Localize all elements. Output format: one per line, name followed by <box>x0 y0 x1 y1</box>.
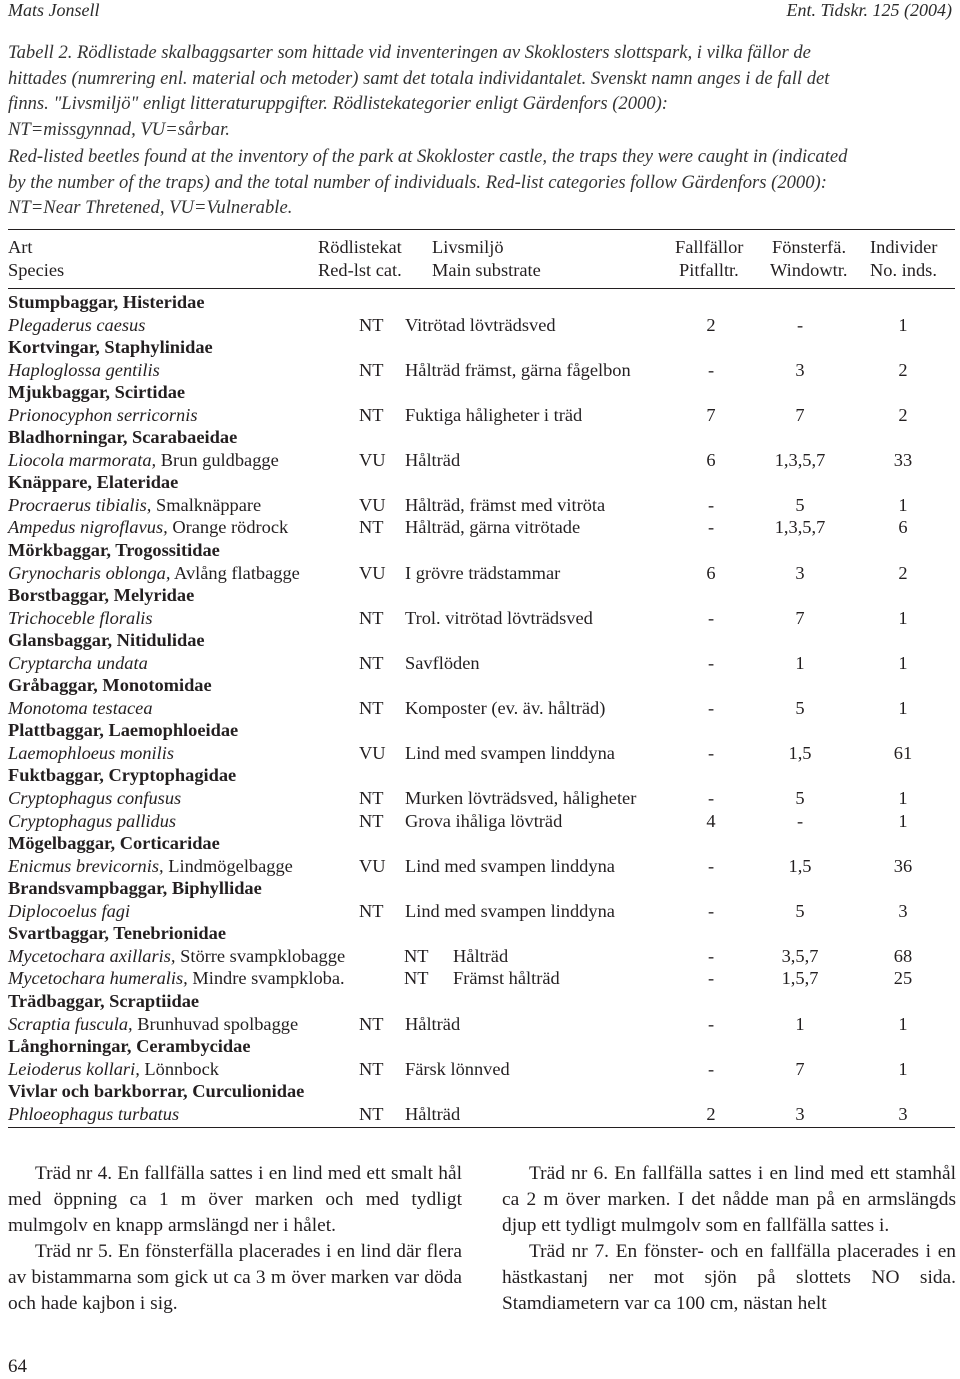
species-cell <box>8 787 181 810</box>
species-row <box>0 516 960 539</box>
individual-count: 3 <box>898 900 908 921</box>
redlist-category: NT <box>359 517 384 538</box>
family-row <box>0 629 960 652</box>
pitfall-traps: - <box>707 742 715 763</box>
main-substrate: Trol. vitrötad lövträdsved <box>405 607 593 628</box>
window-traps: 1,5,7 <box>781 968 819 989</box>
family-name: Trädbaggar, Scraptiidae <box>8 990 200 1011</box>
main-substrate: Hålträd <box>453 945 509 966</box>
scientific-name: Ampedus nigroflavus, <box>8 517 168 538</box>
family-row <box>0 832 960 855</box>
species-row <box>0 652 960 675</box>
main-substrate: Lind med svampen linddyna <box>405 900 615 921</box>
main-substrate: Murken lövträdsved, håligheter <box>405 788 637 809</box>
species-cell <box>8 494 261 517</box>
pitfall-traps: 6 <box>706 449 716 470</box>
redlist-category: NT <box>359 404 384 425</box>
species-row <box>0 494 960 517</box>
redlist-category: NT <box>359 788 384 809</box>
caption-line: NT=Near Thretened, VU=Vulnerable. <box>8 197 293 219</box>
header-substrate-en: Main substrate <box>432 260 541 280</box>
family-name: Plattbaggar, Laemophloeidae <box>8 720 239 741</box>
caption-line: Tabell 2. Rödlistade skalbaggsarter som hittade vid inventeringen av Skoklosters slottspark, i vilka fällor de <box>8 42 811 63</box>
caption-line: by the number of the traps) and the total number of individuals. Red-list categories follow Gärdenfors (2000): <box>8 171 827 193</box>
scientific-name: Grynocharis oblonga, <box>8 562 171 583</box>
scientific-name: Mycetochara axillaris, <box>8 945 176 966</box>
redlist-category: NT <box>359 652 384 673</box>
pitfall-traps: - <box>707 1058 715 1079</box>
species-row <box>0 742 960 765</box>
redlist-category: VU <box>359 855 386 876</box>
pitfall-traps: - <box>707 1013 715 1034</box>
redlist-category: NT <box>359 314 384 335</box>
main-substrate: Lind med svampen linddyna <box>405 855 615 876</box>
table-bottom-rule <box>8 1127 955 1128</box>
table-header <box>0 236 960 286</box>
scientific-name: Plegaderus caesus <box>8 314 146 335</box>
family-row <box>0 471 960 494</box>
family-row <box>0 764 960 787</box>
individual-count: 2 <box>898 562 908 583</box>
window-traps: 1 <box>795 1013 805 1034</box>
redlist-category: VU <box>359 494 386 515</box>
scientific-name: Diplocoelus fagi <box>8 900 131 921</box>
redlist-category: NT <box>359 697 384 718</box>
body-paragraph: Träd nr 7. En fönster- och en fallfälla placerades i en hästkastanj ner mot sjön på slottets NO sida. Stamdiametern var ca 100 cm, nästan helt <box>502 1240 956 1314</box>
species-row <box>0 607 960 630</box>
pitfall-traps: - <box>707 517 715 538</box>
running-header <box>8 0 952 26</box>
individual-count: 1 <box>898 652 908 673</box>
redlist-category: NT <box>359 1103 384 1124</box>
family-row <box>0 584 960 607</box>
page-number: 64 <box>8 1356 27 1377</box>
redlist-category: VU <box>359 742 386 763</box>
header-window-en: Windowtr. <box>770 260 848 280</box>
window-traps: 1 <box>795 652 805 673</box>
scientific-name: Trichoceble floralis <box>8 607 153 628</box>
family-row <box>0 381 960 404</box>
pitfall-traps: 2 <box>706 314 716 335</box>
redlist-category: NT <box>359 900 384 921</box>
pitfall-traps: - <box>707 652 715 673</box>
window-traps: 3 <box>795 562 805 583</box>
family-row <box>0 990 960 1013</box>
main-substrate: Lind med svampen linddyna <box>405 742 615 763</box>
main-substrate: Hålträd <box>405 1013 461 1034</box>
window-traps: 1,3,5,7 <box>774 517 826 538</box>
species-cell <box>8 945 345 968</box>
header-window-sv: Fönsterfä. <box>772 237 847 257</box>
family-name: Borstbaggar, Melyridae <box>8 585 195 606</box>
main-substrate: Hålträd, gärna vitrötade <box>405 517 581 538</box>
pitfall-traps: - <box>707 855 715 876</box>
species-cell <box>8 652 148 675</box>
redlist-category: NT <box>359 1058 384 1079</box>
individual-count: 1 <box>898 1058 908 1079</box>
species-cell <box>8 810 176 833</box>
header-pitfall-en: Pitfalltr. <box>679 260 739 280</box>
species-row <box>0 697 960 720</box>
scientific-name: Monotoma testacea <box>8 697 153 718</box>
species-row <box>0 359 960 382</box>
species-cell <box>8 742 174 765</box>
family-name: Vivlar och barkborrar, Curculionidae <box>8 1081 305 1102</box>
pitfall-traps: - <box>707 945 715 966</box>
species-cell <box>8 1103 179 1126</box>
scientific-name: Prionocyphon serricornis <box>8 404 198 425</box>
pitfall-traps: - <box>707 494 715 515</box>
pitfall-traps: 4 <box>706 810 716 831</box>
window-traps: 5 <box>795 697 805 718</box>
common-name: Lindmögelbagge <box>168 855 293 876</box>
species-cell <box>8 449 279 472</box>
body-column-right <box>502 1161 956 1316</box>
species-cell <box>8 562 300 585</box>
window-traps: 7 <box>795 1058 805 1079</box>
family-name: Glansbaggar, Nitidulidae <box>8 630 205 651</box>
individual-count: 1 <box>898 607 908 628</box>
main-substrate: Vitrötad lövträdsved <box>405 314 556 335</box>
main-substrate: Främst hålträd <box>453 968 560 989</box>
scientific-name: Haploglossa gentilis <box>8 359 160 380</box>
window-traps: 1,5 <box>788 855 812 876</box>
species-row <box>0 1013 960 1036</box>
family-row <box>0 336 960 359</box>
individual-count: 61 <box>893 742 913 763</box>
journal-citation: Ent. Tidskr. 125 (2004) <box>786 0 952 20</box>
table-body <box>0 291 960 1125</box>
body-column-left <box>8 1161 462 1316</box>
body-paragraph: Träd nr 6. En fallfälla sattes i en lind med ett stamhål ca 2 m över marken. I det nådde man på en armslängds djup ett tydligt mulmgolv som en fallfälla sattes i. <box>502 1163 956 1236</box>
species-row <box>0 900 960 923</box>
pitfall-traps: 7 <box>706 404 716 425</box>
individual-count: 1 <box>898 810 908 831</box>
species-cell <box>8 1013 298 1036</box>
scientific-name: Procraerus tibialis, <box>8 494 152 515</box>
family-name: Fuktbaggar, Cryptophagidae <box>8 765 237 786</box>
window-traps: 3,5,7 <box>781 945 819 966</box>
scientific-name: Liocola marmorata, <box>8 449 157 470</box>
species-row <box>0 1103 960 1126</box>
species-row <box>0 945 960 968</box>
redlist-category: NT <box>359 810 384 831</box>
family-name: Bladhorningar, Scarabaeidae <box>8 427 238 448</box>
window-traps: 7 <box>795 607 805 628</box>
table-header-rule <box>8 288 955 289</box>
header-species: Species <box>8 260 65 280</box>
species-cell <box>8 967 345 990</box>
individual-count: 68 <box>893 945 913 966</box>
redlist-category: NT <box>404 945 429 966</box>
header-individuals-en: No. inds. <box>870 260 937 280</box>
family-row <box>0 1080 960 1103</box>
species-row <box>0 404 960 427</box>
scientific-name: Cryptophagus pallidus <box>8 810 177 831</box>
window-traps: 5 <box>795 900 805 921</box>
main-substrate: Hålträd främst, gärna fågelbon <box>405 359 631 380</box>
pitfall-traps: - <box>707 788 715 809</box>
family-row <box>0 922 960 945</box>
species-cell <box>8 607 153 630</box>
family-name: Svartbaggar, Tenebrionidae <box>8 923 227 944</box>
species-cell <box>8 1058 219 1081</box>
individual-count: 2 <box>898 404 908 425</box>
table-caption-english <box>8 144 954 221</box>
common-name: Större svampklobagge <box>180 945 346 966</box>
pitfall-traps: - <box>707 359 715 380</box>
species-cell <box>8 900 130 923</box>
species-cell <box>8 314 145 337</box>
caption-line: hittades (numrering enl. material och metoder) samt det totala individantalet. Svenskt namn anges i de fall det <box>8 67 830 89</box>
body-paragraph: Träd nr 4. En fallfälla sattes i en lind med ett smalt hål med öppning ca 1 m över marken och med tydligt mulmgolv en knapp armslängd ner i hålet. <box>8 1163 462 1236</box>
redlist-category: NT <box>404 968 429 989</box>
header-redlist-en: Red-lst cat. <box>318 260 402 280</box>
family-name: Mörkbaggar, Trogossitidae <box>8 540 220 561</box>
main-substrate: Hålträd, främst med vitröta <box>405 494 606 515</box>
family-row <box>0 539 960 562</box>
body-paragraph: Träd nr 5. En fönsterfälla placerades i en lind där flera av bistammarna som gick ut ca 3 m över marken var döda och hade kajbon i sig. <box>8 1240 462 1314</box>
common-name: Smalknäppare <box>156 494 262 515</box>
table-top-rule <box>8 229 955 230</box>
common-name: Avlång flatbagge <box>174 562 300 583</box>
individual-count: 25 <box>893 968 913 989</box>
individual-count: 1 <box>898 697 908 718</box>
family-name: Mjukbaggar, Scirtidae <box>8 382 186 403</box>
redlist-category: NT <box>359 359 384 380</box>
family-row <box>0 877 960 900</box>
header-art: Art <box>8 237 33 257</box>
pitfall-traps: - <box>707 900 715 921</box>
individual-count: 1 <box>898 494 908 515</box>
family-name: Brandsvampbaggar, Biphyllidae <box>8 878 262 899</box>
family-name: Gråbaggar, Monotomidae <box>8 675 212 696</box>
window-traps: 1,5 <box>788 742 812 763</box>
individual-count: 1 <box>898 1013 908 1034</box>
species-row <box>0 562 960 585</box>
caption-line: NT=missgynnad, VU=sårbar. <box>8 119 230 141</box>
scientific-name: Laemophloeus monilis <box>8 742 175 763</box>
pitfall-traps: - <box>707 697 715 718</box>
species-row <box>0 314 960 337</box>
family-row <box>0 674 960 697</box>
redlist-category: VU <box>359 562 386 583</box>
scientific-name: Mycetochara humeralis, <box>8 968 188 989</box>
header-substrate-sv: Livsmiljö <box>432 237 504 257</box>
species-row <box>0 449 960 472</box>
caption-line: finns. "Livsmiljö" enligt litteraturuppgifter. Rödlistekategorier enligt Gärdenfors (2000): <box>8 93 668 115</box>
window-traps: 1,3,5,7 <box>774 449 826 470</box>
individual-count: 6 <box>898 517 908 538</box>
header-redlist-sv: Rödlistekat <box>318 237 402 257</box>
table-caption-swedish <box>8 40 954 143</box>
individual-count: 33 <box>893 449 913 470</box>
species-row <box>0 810 960 833</box>
species-row <box>0 967 960 990</box>
window-traps: 3 <box>795 359 805 380</box>
redlist-category: NT <box>359 607 384 628</box>
family-name: Kortvingar, Staphylinidae <box>8 337 213 358</box>
family-row <box>0 719 960 742</box>
individual-count: 1 <box>898 788 908 809</box>
window-traps: 5 <box>795 494 805 515</box>
species-cell <box>8 359 160 382</box>
main-substrate: Hålträd <box>405 449 461 470</box>
window-traps: 7 <box>795 404 805 425</box>
family-row <box>0 1035 960 1058</box>
species-row <box>0 787 960 810</box>
header-individuals-sv: Individer <box>870 237 938 257</box>
family-row <box>0 291 960 314</box>
main-substrate: Savflöden <box>405 652 480 673</box>
pitfall-traps: 2 <box>706 1103 716 1124</box>
family-name: Stumpbaggar, Histeridae <box>8 292 205 312</box>
main-substrate: I grövre trädstammar <box>405 562 561 583</box>
individual-count: 36 <box>893 855 913 876</box>
common-name: Brun guldbagge <box>160 449 279 470</box>
species-row <box>0 855 960 878</box>
common-name: Lönnbock <box>144 1058 219 1079</box>
scientific-name: Cryptarcha undata <box>8 652 148 673</box>
main-substrate: Färsk lönnved <box>405 1058 510 1079</box>
family-name: Knäppare, Elateridae <box>8 472 179 493</box>
main-substrate: Fuktiga håligheter i träd <box>405 404 583 425</box>
window-traps: - <box>796 314 804 335</box>
redlist-category: NT <box>359 1013 384 1034</box>
pitfall-traps: 6 <box>706 562 716 583</box>
common-name: Brunhuvad spolbagge <box>137 1013 299 1034</box>
window-traps: 5 <box>795 788 805 809</box>
main-substrate: Grova ihåliga lövträd <box>405 810 563 831</box>
individual-count: 2 <box>898 359 908 380</box>
scientific-name: Cryptophagus confusus <box>8 788 182 809</box>
window-traps: - <box>796 810 804 831</box>
scientific-name: Scraptia fuscula, <box>8 1013 133 1034</box>
species-cell <box>8 516 288 539</box>
family-name: Mögelbaggar, Corticaridae <box>8 833 220 854</box>
species-cell <box>8 404 198 427</box>
common-name: Orange rödrock <box>172 517 289 538</box>
common-name: Mindre svampkloba. <box>192 968 345 989</box>
author-name: Mats Jonsell <box>8 0 100 20</box>
main-substrate: Komposter (ev. äv. hålträd) <box>405 697 606 718</box>
family-name: Långhorningar, Cerambycidae <box>8 1036 251 1057</box>
scientific-name: Phloeophagus turbatus <box>8 1103 180 1124</box>
family-row <box>0 426 960 449</box>
species-row <box>0 1058 960 1081</box>
scientific-name: Enicmus brevicornis, <box>8 855 164 876</box>
pitfall-traps: - <box>707 968 715 989</box>
scientific-name: Leioderus kollari, <box>8 1058 140 1079</box>
main-substrate: Hålträd <box>405 1103 461 1124</box>
pitfall-traps: - <box>707 607 715 628</box>
caption-line: Red-listed beetles found at the inventory of the park at Skokloster castle, the traps they were caught in (indicated <box>8 146 848 167</box>
species-cell <box>8 697 153 720</box>
individual-count: 3 <box>898 1103 908 1124</box>
species-cell <box>8 855 293 878</box>
header-pitfall-sv: Fallfällor <box>675 237 744 257</box>
individual-count: 1 <box>898 314 908 335</box>
window-traps: 3 <box>795 1103 805 1124</box>
redlist-category: VU <box>359 449 386 470</box>
